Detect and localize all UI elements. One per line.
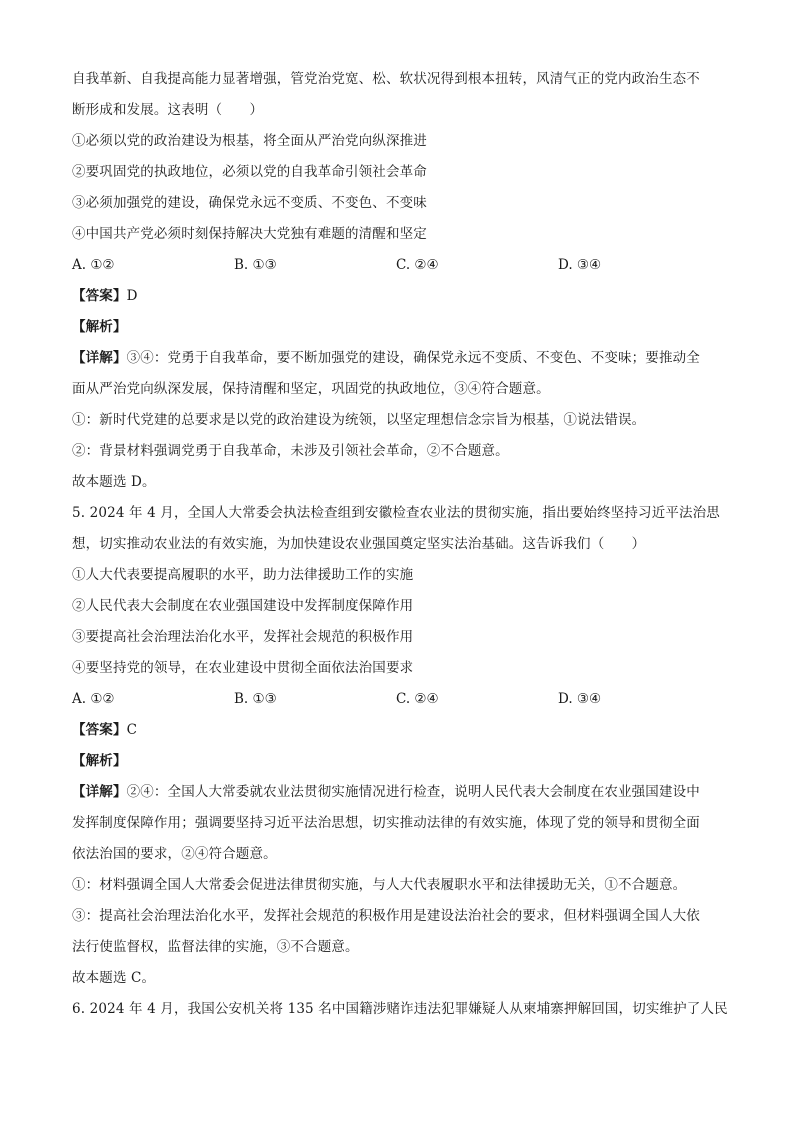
q5-option-c: C. ②④ xyxy=(396,691,439,707)
q4-stem-line-1: 自我革新、自我提高能力显著增强，管党治党宽、松、软状况得到根本扭转，风清气正的党内政治生态不 xyxy=(72,71,700,87)
answer-tag: 【答案】 xyxy=(72,288,127,304)
answer-tag: 【答案】 xyxy=(72,722,127,738)
q4-statement-1: ①必须以党的政治建设为根基，将全面从严治党向纵深推进 xyxy=(72,133,427,149)
q5-note-1: ①：材料强调全国人大常委会促进法律贯彻实施，与人大代表履职水平和法律援助无关，①不合题意。 xyxy=(72,877,687,893)
q4-detail-line-1 xyxy=(72,343,726,374)
answer-value: C xyxy=(126,722,138,738)
q4-conclusion: 故本题选 D。 xyxy=(72,474,156,490)
q4-note-2: ②：背景材料强调党勇于自我革命，未涉及引领社会革命，②不合题意。 xyxy=(72,443,509,459)
document-page xyxy=(72,64,726,1025)
question-6 xyxy=(72,994,726,1025)
q4-statement-2: ②要巩固党的执政地位，必须以党的自我革命引领社会革命 xyxy=(72,164,427,180)
q4-statement-3: ③必须加强党的建设，确保党永远不变质、不变色、不变味 xyxy=(72,195,427,211)
q5-options xyxy=(72,684,726,715)
q5-note-2: ③：提高社会治理法治化水平，发挥社会规范的积极作用是建设法治社会的要求，但材料强调全国人大依 xyxy=(72,908,700,924)
q5-stem-line-2: 想，切实推动农业法的有效实施，为加快建设农业强国奠定坚实法治基础。这告诉我们（ ） xyxy=(72,536,646,552)
q5-option-d: D. ③④ xyxy=(558,691,602,707)
q5-statement-3: ③要提高社会治理法治化水平，发挥社会规范的积极作用 xyxy=(72,629,414,645)
detail-text: ②④：全国人大常委就农业法贯彻实施情况进行检查，说明人民代表大会制度在农业强国建设中 xyxy=(126,784,700,800)
q4-statement-4: ④中国共产党必须时刻保持解决大党独有难题的清醒和坚定 xyxy=(72,226,427,242)
q4-option-b: B. ①③ xyxy=(234,257,277,273)
q5-option-a: A. ①② xyxy=(72,691,115,707)
q5-statement-1: ①人大代表要提高履职的水平，助力法律援助工作的实施 xyxy=(72,567,414,583)
q5-detail-line-3: 依法治国的要求，②④符合题意。 xyxy=(72,846,277,862)
q4-option-d: D. ③④ xyxy=(558,257,602,273)
q5-note-3: 法行使监督权，监督法律的实施，③不合题意。 xyxy=(72,939,359,955)
q5-conclusion: 故本题选 C。 xyxy=(72,970,156,986)
q5-option-b: B. ①③ xyxy=(234,691,277,707)
question-4 xyxy=(72,64,726,498)
q4-answer xyxy=(72,281,726,312)
q5-detail-line-1 xyxy=(72,777,726,808)
q4-detail-line-2: 面从严治党向纵深发展，保持清醒和坚定，巩固党的执政地位，③④符合题意。 xyxy=(72,381,550,397)
q6-stem-line-1: 6. 2024 年 4 月，我国公安机关将 135 名中国籍涉赌诈违法犯罪嫌疑人从柬埔寨押解回国，切实维护了人民 xyxy=(72,1001,728,1017)
q4-option-a: A. ①② xyxy=(72,257,115,273)
q5-stem-line-1: 5. 2024 年 4 月，全国人大常委会执法检查组到安徽检查农业法的贯彻实施，指出要始终坚持习近平法治思 xyxy=(72,505,720,521)
detail-tag: 【详解】 xyxy=(72,784,127,800)
q4-option-c: C. ②④ xyxy=(396,257,439,273)
q5-statement-2: ②人民代表大会制度在农业强国建设中发挥制度保障作用 xyxy=(72,598,414,614)
q5-statement-4: ④要坚持党的领导，在农业建设中贯彻全面依法治国要求 xyxy=(72,660,414,676)
q4-options xyxy=(72,250,726,281)
detail-text: ③④：党勇于自我革命，要不断加强党的建设，确保党永远不变质、不变色、不变味；要推动全 xyxy=(126,350,700,366)
q4-note-1: ①：新时代党建的总要求是以党的政治建设为统领，以坚定理想信念宗旨为根基，①说法错误。 xyxy=(72,412,646,428)
answer-value: D xyxy=(126,288,138,304)
q5-answer xyxy=(72,715,726,746)
q4-analysis-tag: 【解析】 xyxy=(72,319,127,335)
q5-detail-line-2: 发挥制度保障作用；强调要坚持习近平法治思想，切实推动法律的有效实施，体现了党的领导和贯彻全面 xyxy=(72,815,700,831)
q5-analysis-tag: 【解析】 xyxy=(72,753,127,769)
question-5 xyxy=(72,498,726,994)
detail-tag: 【详解】 xyxy=(72,350,127,366)
q4-stem-line-2: 断形成和发展。这表明（ ） xyxy=(72,102,264,118)
